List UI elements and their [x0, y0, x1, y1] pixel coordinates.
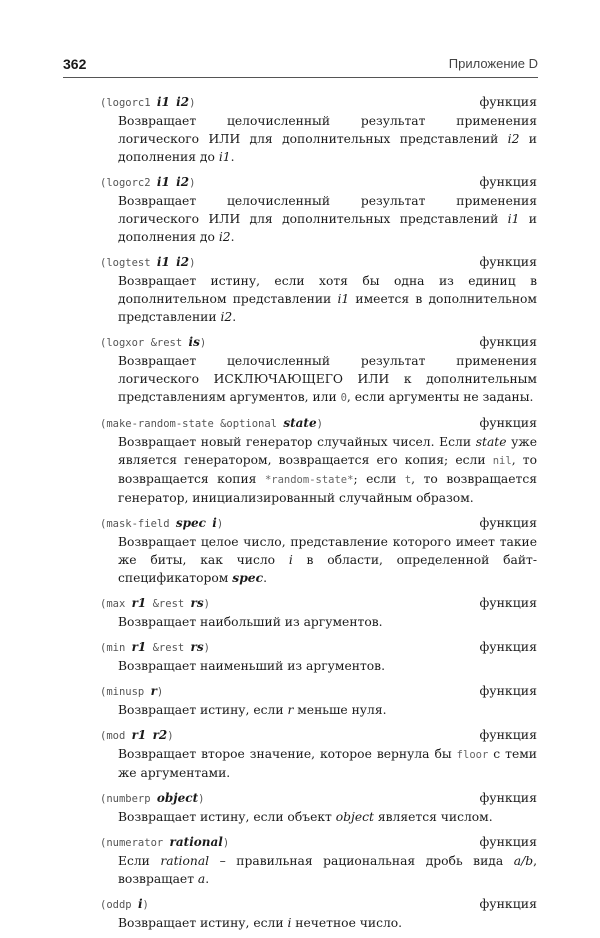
- signature-argument: r1: [131, 728, 147, 742]
- signature-text: ): [142, 899, 149, 911]
- italic-term: object: [335, 810, 374, 824]
- signature-text: &rest: [146, 598, 191, 610]
- function-description: [118, 192, 537, 246]
- description-text: и дополнения до: [118, 212, 537, 244]
- function-signature: [100, 418, 323, 430]
- function-description: [118, 701, 537, 719]
- entry-kind: функция: [479, 727, 537, 742]
- signature-text: (logorc1: [100, 97, 157, 109]
- italic-term: i2: [507, 132, 520, 146]
- function-entry: [100, 92, 537, 166]
- inline-code: 0: [340, 392, 347, 404]
- function-description: [118, 914, 537, 932]
- function-description: [118, 808, 537, 826]
- signature-argument: i1: [156, 95, 170, 109]
- signature-argument: i: [212, 516, 217, 530]
- signature-text: ): [216, 518, 224, 530]
- function-entry: [100, 413, 537, 507]
- signature-argument: i: [137, 897, 143, 911]
- entry-list: [100, 92, 537, 938]
- description-text: Возвращает истину, если: [118, 703, 288, 717]
- function-entry: [100, 788, 537, 826]
- italic-term: i1: [507, 212, 520, 226]
- entry-kind: функция: [479, 94, 537, 109]
- signature-argument: i2: [176, 175, 190, 189]
- entry-kind: функция: [479, 639, 537, 654]
- function-entry: [100, 593, 537, 631]
- entry-kind: функция: [479, 683, 537, 698]
- signature-text: (minusp: [100, 686, 151, 698]
- entry-kind: функция: [479, 174, 537, 189]
- description-text: Если: [118, 854, 161, 868]
- italic-term: i2: [220, 310, 233, 324]
- description-text: Возвращает целочисленный результат применения логического ИСКЛЮЧАЮЩЕГО ИЛИ к дополнительным представлениям аргументов, или: [118, 354, 537, 404]
- function-signature: [100, 899, 149, 911]
- function-signature: [100, 177, 195, 189]
- description-text: Возвращает новый генератор случайных чисел. Если: [118, 435, 476, 449]
- signature-text: ): [203, 598, 210, 610]
- signature-text: (make-random-state &optional: [100, 418, 284, 430]
- function-description: [118, 852, 537, 888]
- description-text: Возвращает наибольший из аргументов.: [118, 615, 383, 629]
- signature-line: [100, 92, 537, 112]
- signature-argument: r: [150, 684, 157, 698]
- function-description: [118, 352, 537, 407]
- description-text: Возвращает второе значение, которое вернула бы: [118, 747, 457, 761]
- signature-argument: r1: [131, 596, 147, 610]
- entry-kind: функция: [479, 834, 537, 849]
- function-description: [118, 745, 537, 782]
- description-text: , возвращает: [118, 854, 538, 886]
- signature-line: [100, 172, 537, 192]
- entry-kind: функция: [479, 515, 537, 530]
- signature-text: (max: [100, 598, 132, 610]
- signature-line: [100, 513, 537, 533]
- description-text: – правильная рациональная дробь вида: [209, 854, 514, 868]
- signature-line: [100, 894, 537, 914]
- function-entry: [100, 252, 537, 326]
- signature-text: (logxor &rest: [100, 337, 189, 349]
- description-text: является числом.: [373, 810, 493, 824]
- signature-line: [100, 593, 537, 613]
- signature-argument: rational: [169, 835, 223, 849]
- signature-text: ): [203, 642, 210, 654]
- description-text: меньше нуля.: [293, 703, 387, 717]
- signature-text: (logtest: [100, 257, 157, 269]
- italic-term: state: [475, 435, 507, 449]
- signature-argument: r1: [131, 640, 147, 654]
- italic-term: i1: [218, 150, 231, 164]
- description-text: .: [230, 150, 235, 164]
- signature-argument: spec: [175, 516, 206, 530]
- description-text: и дополнения до: [118, 132, 537, 164]
- function-signature: [100, 518, 223, 530]
- inline-code: nil: [492, 455, 512, 467]
- description-text: , то возвращается копия: [118, 453, 537, 486]
- description-text: Возвращает наименьший из аргументов.: [118, 659, 385, 673]
- signature-argument: i1: [156, 255, 170, 269]
- signature-text: ): [167, 730, 174, 742]
- signature-text: (numberp: [100, 793, 157, 805]
- signature-line: [100, 637, 537, 657]
- description-text: ; если: [353, 472, 405, 486]
- description-text: .: [205, 872, 210, 886]
- signature-text: ): [198, 793, 205, 805]
- function-entry: [100, 637, 537, 675]
- signature-argument: i1: [156, 175, 170, 189]
- function-description: [118, 657, 537, 675]
- signature-text: (mod: [100, 730, 132, 742]
- signature-argument: is: [188, 335, 200, 349]
- bold-italic-term: spec: [232, 570, 264, 585]
- signature-line: [100, 413, 537, 433]
- function-description: [118, 112, 537, 166]
- function-signature: [100, 730, 174, 742]
- function-entry: [100, 332, 537, 407]
- italic-term: i1: [337, 292, 350, 306]
- function-description: [118, 533, 537, 587]
- entry-kind: функция: [479, 254, 537, 269]
- description-text: Возвращает истину, если объект: [118, 810, 336, 824]
- description-text: Возвращает истину, если: [118, 916, 288, 930]
- description-text: Возвращает истину, если хотя бы одна из единиц в дополнительном представлении: [118, 274, 537, 306]
- italic-term: rational: [160, 854, 210, 868]
- signature-argument: state: [283, 416, 317, 430]
- description-text: в области, определенной байт-спецификатором: [118, 553, 538, 585]
- function-description: [118, 613, 537, 631]
- inline-code: *random-state*: [264, 474, 354, 486]
- function-entry: [100, 681, 537, 719]
- function-signature: [100, 837, 229, 849]
- header-rule: [63, 77, 538, 78]
- function-signature: [100, 97, 195, 109]
- signature-text: ): [222, 837, 230, 849]
- description-text: Возвращает целочисленный результат применения логического ИЛИ для дополнительных представлений: [118, 194, 537, 226]
- signature-text: ): [316, 418, 323, 430]
- signature-text: ): [156, 686, 164, 698]
- description-text: Возвращает целочисленный результат применения логического ИЛИ для дополнительных представлений: [118, 114, 537, 146]
- italic-term: a/b: [513, 854, 534, 868]
- signature-text: (logorc2: [100, 177, 157, 189]
- function-entry: [100, 832, 537, 888]
- signature-line: [100, 332, 537, 352]
- description-text: , если аргументы не заданы.: [346, 390, 534, 404]
- function-entry: [100, 894, 537, 932]
- signature-text: (numerator: [100, 837, 170, 849]
- function-entry: [100, 513, 537, 587]
- signature-text: ): [199, 337, 207, 349]
- function-signature: [100, 686, 163, 698]
- function-signature: [100, 793, 204, 805]
- signature-text: (min: [100, 642, 132, 654]
- description-text: .: [230, 230, 235, 244]
- signature-line: [100, 788, 537, 808]
- signature-argument: rs: [190, 640, 204, 654]
- inline-code: t: [404, 474, 412, 486]
- entry-kind: функция: [479, 415, 537, 430]
- description-text: .: [263, 571, 268, 585]
- italic-term: r: [287, 703, 294, 717]
- function-description: [118, 433, 537, 507]
- description-text: с теми же аргументами.: [118, 747, 537, 780]
- running-title: Приложение D: [448, 56, 538, 71]
- signature-text: ): [189, 257, 196, 269]
- function-entry: [100, 725, 537, 782]
- signature-line: [100, 832, 537, 852]
- signature-line: [100, 252, 537, 272]
- italic-term: i: [288, 553, 293, 567]
- page-header: [63, 56, 538, 78]
- signature-text: &rest: [146, 642, 191, 654]
- signature-text: ): [189, 97, 196, 109]
- signature-argument: rs: [190, 596, 204, 610]
- function-entry: [100, 172, 537, 246]
- inline-code: floor: [456, 749, 489, 761]
- entry-kind: функция: [479, 896, 537, 911]
- signature-line: [100, 681, 537, 701]
- signature-argument: i2: [176, 255, 190, 269]
- signature-line: [100, 725, 537, 745]
- function-description: [118, 272, 537, 326]
- signature-text: (oddp: [100, 899, 138, 911]
- function-signature: [100, 642, 210, 654]
- signature-argument: i2: [176, 95, 190, 109]
- description-text: , то возвращается генератор, инициализированный случайным образом.: [118, 472, 537, 505]
- entry-kind: функция: [479, 595, 537, 610]
- signature-text: ): [189, 177, 196, 189]
- function-signature: [100, 257, 195, 269]
- function-signature: [100, 598, 210, 610]
- italic-term: a: [197, 872, 206, 886]
- description-text: Возвращает целое число, представление которого имеет такие же биты, как число: [118, 535, 537, 567]
- signature-argument: object: [156, 791, 199, 805]
- signature-text: (mask-field: [100, 518, 176, 530]
- entry-kind: функция: [479, 334, 537, 349]
- italic-term: i: [287, 916, 292, 930]
- page-number: 362: [63, 56, 87, 72]
- description-text: имеется в дополнительном представлении: [118, 292, 537, 324]
- italic-term: i2: [218, 230, 231, 244]
- signature-argument: r2: [152, 728, 168, 742]
- description-text: нечетное число.: [291, 916, 403, 930]
- description-text: .: [232, 310, 237, 324]
- function-signature: [100, 337, 206, 349]
- description-text: уже является генератором, возвращается его копия; если: [118, 435, 538, 467]
- entry-kind: функция: [479, 790, 537, 805]
